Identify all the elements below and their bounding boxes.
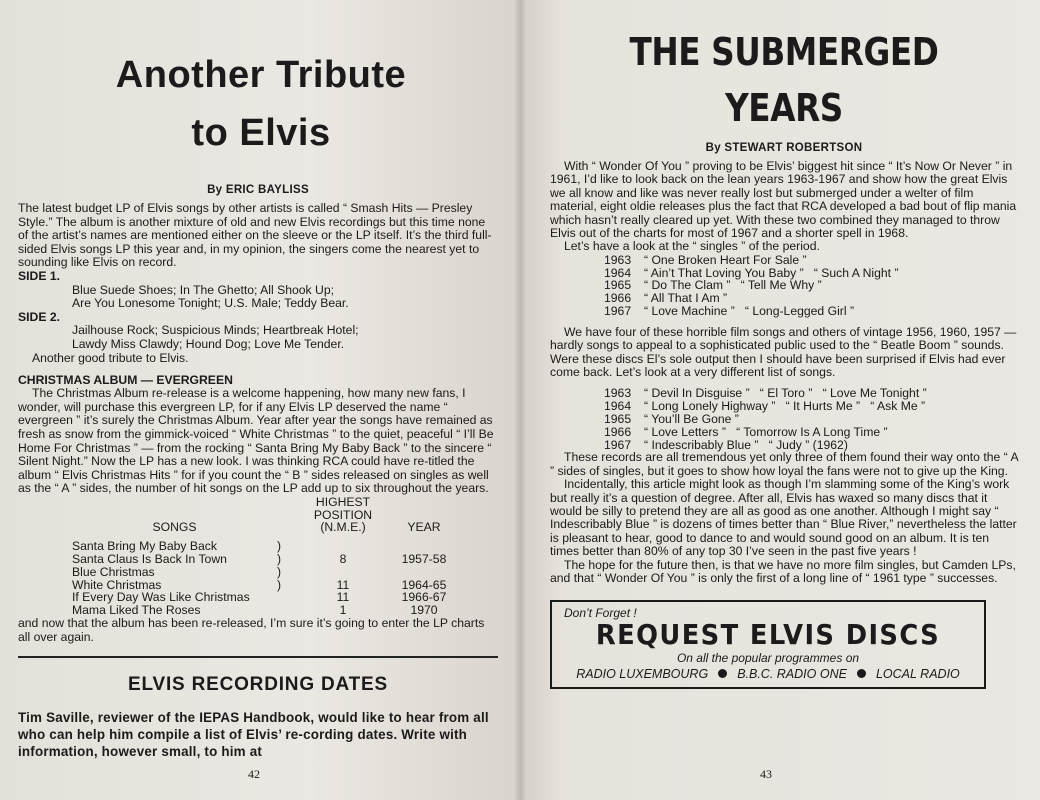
side1-line: Blue Suede Shoes; In The Ghetto; All Shook Up; — [72, 282, 334, 297]
col-songs: SONGS — [152, 520, 197, 535]
paragraph: We have four of these horrible film songs and others of vintage 1956, 1960, 1957 — hardly songs to appeal to a sophisticated public used to the “ Beatle Boom ” sounds. Were these discs El’s sole output then I should have been surprised if Elvis had ever come back. Let’s look at a very different list of songs. — [550, 324, 1017, 380]
station-name: B.B.C. RADIO ONE — [737, 666, 847, 681]
singles-list — [604, 254, 1018, 318]
paragraph: With “ Wonder Of You ” proving to be Elvis’ biggest hit since “ It’s Now Or Never ” in 1961, I’d like to look back on the lean years 1963-1967 and show how the great Elvis we all know and like was never really lost but submerged under a welter of film material, eight oldie releases plus the fact that RCA developed a bad bout of flip mania which hasn’t really cleared up yet. With these two combined they managed to throw Elvis out of the charts for most of 1967 and a shorter spell in 1968. — [550, 159, 1017, 241]
closing-paragraph: and now that the album has been re-released, I’m sure it’s going to enter the LP charts all over again. — [18, 616, 485, 644]
col-position: HIGHEST POSITION (N.M.E.) — [313, 494, 373, 535]
christmas-paragraph: The Christmas Album re-release is a welcome happening, how many new fans, I wonder, will purchase this evergreen LP, for if any Elvis LP deserved the name “ evergreen ” it’s surely the Christmas Album. Year after year the songs have remained as fresh as snow from the gimmick-voiced “ White Christmas ” to the quiet, peaceful “ I’ll Be Home For Christmas ” — from the rocking “ Santa Bring My Baby Back ” to the sincere “ Silent Night.” Now the LP has a new look. I was thinking RCA could have re-titled the album “ Elvis Christmas Hits ” for if you count the “ B ” sides released on singles as well as the “ A ” sides, the number of hit songs on the LP add up to six throughout the years. — [18, 386, 494, 496]
list-item: 1964 “ Long Lonely Highway ” “ It Hurts Me ” “ Ask Me ” — [604, 399, 926, 414]
table-row: If Every Day Was Like Christmas 11 1966-67 — [72, 590, 447, 605]
title-line-1: THE SUBMERGED — [629, 30, 939, 74]
right-article-title — [583, 24, 985, 136]
list-item: 1966 “ All That I Am ” — [604, 291, 728, 306]
christmas-heading: CHRISTMAS ALBUM — EVERGREEN — [18, 373, 233, 388]
table-row: Blue Christmas ) — [72, 564, 282, 579]
side1-line: Are You Lonesome Tonight; U.S. Male; Teddy Bear. — [72, 296, 349, 311]
table-row: Mama Liked The Roses 1 1970 — [72, 603, 438, 618]
list-item: 1966 “ Love Letters ” “ Tomorrow Is A Long Time ” — [604, 424, 888, 439]
book-gutter — [514, 0, 526, 800]
divider-rule — [18, 656, 498, 658]
right-byline: By STEWART ROBERTSON — [705, 142, 863, 154]
recording-dates-body: Tim Saville, reviewer of the IEPAS Handbook, would like to hear from all who can help him compile a list of Elvis’ re-cording dates. Write with information, however small, to him at — [18, 710, 489, 759]
title-line-1: Another Tribute — [115, 54, 407, 96]
songs-list — [604, 387, 1018, 451]
paragraph: The hope for the future then, is that we have no more film singles, but Camden LPs, and that “ Wonder Of You ” is only the first of a long line of “ 1961 type ” successes. — [550, 557, 1016, 586]
col-year: YEAR — [407, 520, 441, 535]
list-item: 1964 “ Ain’t That Loving You Baby ” “ Such A Night ” — [604, 265, 899, 280]
ad-stations — [564, 667, 972, 681]
ad-headline: REQUEST ELVIS DISCS — [595, 617, 941, 651]
list-item: 1967 “ Indescribably Blue ” “ Judy ” (1962) — [604, 437, 848, 452]
table-row: Santa Claus Is Back In Town ) 8 1957-58 — [72, 552, 447, 567]
bullet-icon — [718, 669, 727, 678]
page-number-left: 42 — [248, 767, 260, 781]
table-row: Santa Bring My Baby Back ) — [72, 539, 282, 554]
table-row: White Christmas ) 11 1964-65 — [72, 577, 447, 592]
paragraph: These records are all tremendous yet only three of them found their way onto the “ A ” sides of singles, but it goes to show how loyal the fans were not to give up the King. — [550, 450, 1018, 478]
request-elvis-discs-ad — [550, 600, 986, 689]
recording-dates-heading: ELVIS RECORDING DATES — [128, 674, 388, 696]
title-line-2: YEARS — [725, 86, 843, 130]
side2-heading: SIDE 2. — [18, 309, 60, 324]
paragraph: Let’s have a look at the “ singles ” of the period. — [564, 239, 820, 254]
ad-top-line: Don’t Forget ! — [564, 605, 637, 620]
list-item: 1965 “ Do The Clam ” “ Tell Me Why ” — [604, 278, 822, 293]
list-item: 1963 “ One Broken Heart For Sale ” — [604, 252, 807, 267]
left-byline: By ERIC BAYLISS — [207, 184, 309, 196]
side1-heading: SIDE 1. — [18, 268, 60, 283]
intro-paragraph: The latest budget LP of Elvis songs by other artists is called “ Smash Hits — Presley Style.” The album is another mixture of old and new Elvis recordings but this time none of the artist’s names are mentioned either on the sleeve or the LP itself. It’s the third full-sided Elvis songs LP this year and, in my opinion, the singers come the nearest yet to sounding like Elvis on record. — [18, 201, 492, 270]
page-number-right: 43 — [760, 767, 772, 781]
list-item: 1963 “ Devil In Disguise ” “ El Toro ” “ Love Me Tonight ” — [604, 386, 927, 401]
side2-line: Jailhouse Rock; Suspicious Minds; Heartbreak Hotel; — [72, 323, 359, 338]
bullet-icon — [857, 669, 866, 678]
left-article-title — [24, 46, 498, 162]
side2-line: Lawdy Miss Clawdy; Hound Dog; Love Me Tender. — [72, 336, 345, 351]
list-item: 1967 “ Love Machine ” “ Long-Legged Girl ” — [604, 304, 854, 319]
right-page — [520, 0, 1040, 800]
title-line-2: to Elvis — [191, 112, 331, 154]
tribute-line: Another good tribute to Elvis. — [32, 350, 189, 365]
paragraph: Incidentally, this article might look as though I’m slamming some of the King’s work but really it’s a question of degree. After all, Elvis has waxed so many discs that it would be silly to pretend they are all as good as one another. Although I might say “ Indescribably Blue ” is dozens of times better than “ Blue River,” nevertheless the latter is pleasant to hear, good to dance to and would sound good on an album. It is ten times better than 80% of any top 30 I’ve seen in the past five years ! — [550, 477, 1017, 559]
songs-table — [72, 496, 459, 617]
station-name: RADIO LUXEMBOURG — [576, 666, 709, 681]
list-item: 1965 “ You’ll Be Gone ” — [604, 412, 739, 427]
ad-subline: On all the popular programmes on — [676, 650, 860, 665]
station-name: LOCAL RADIO — [875, 666, 960, 681]
